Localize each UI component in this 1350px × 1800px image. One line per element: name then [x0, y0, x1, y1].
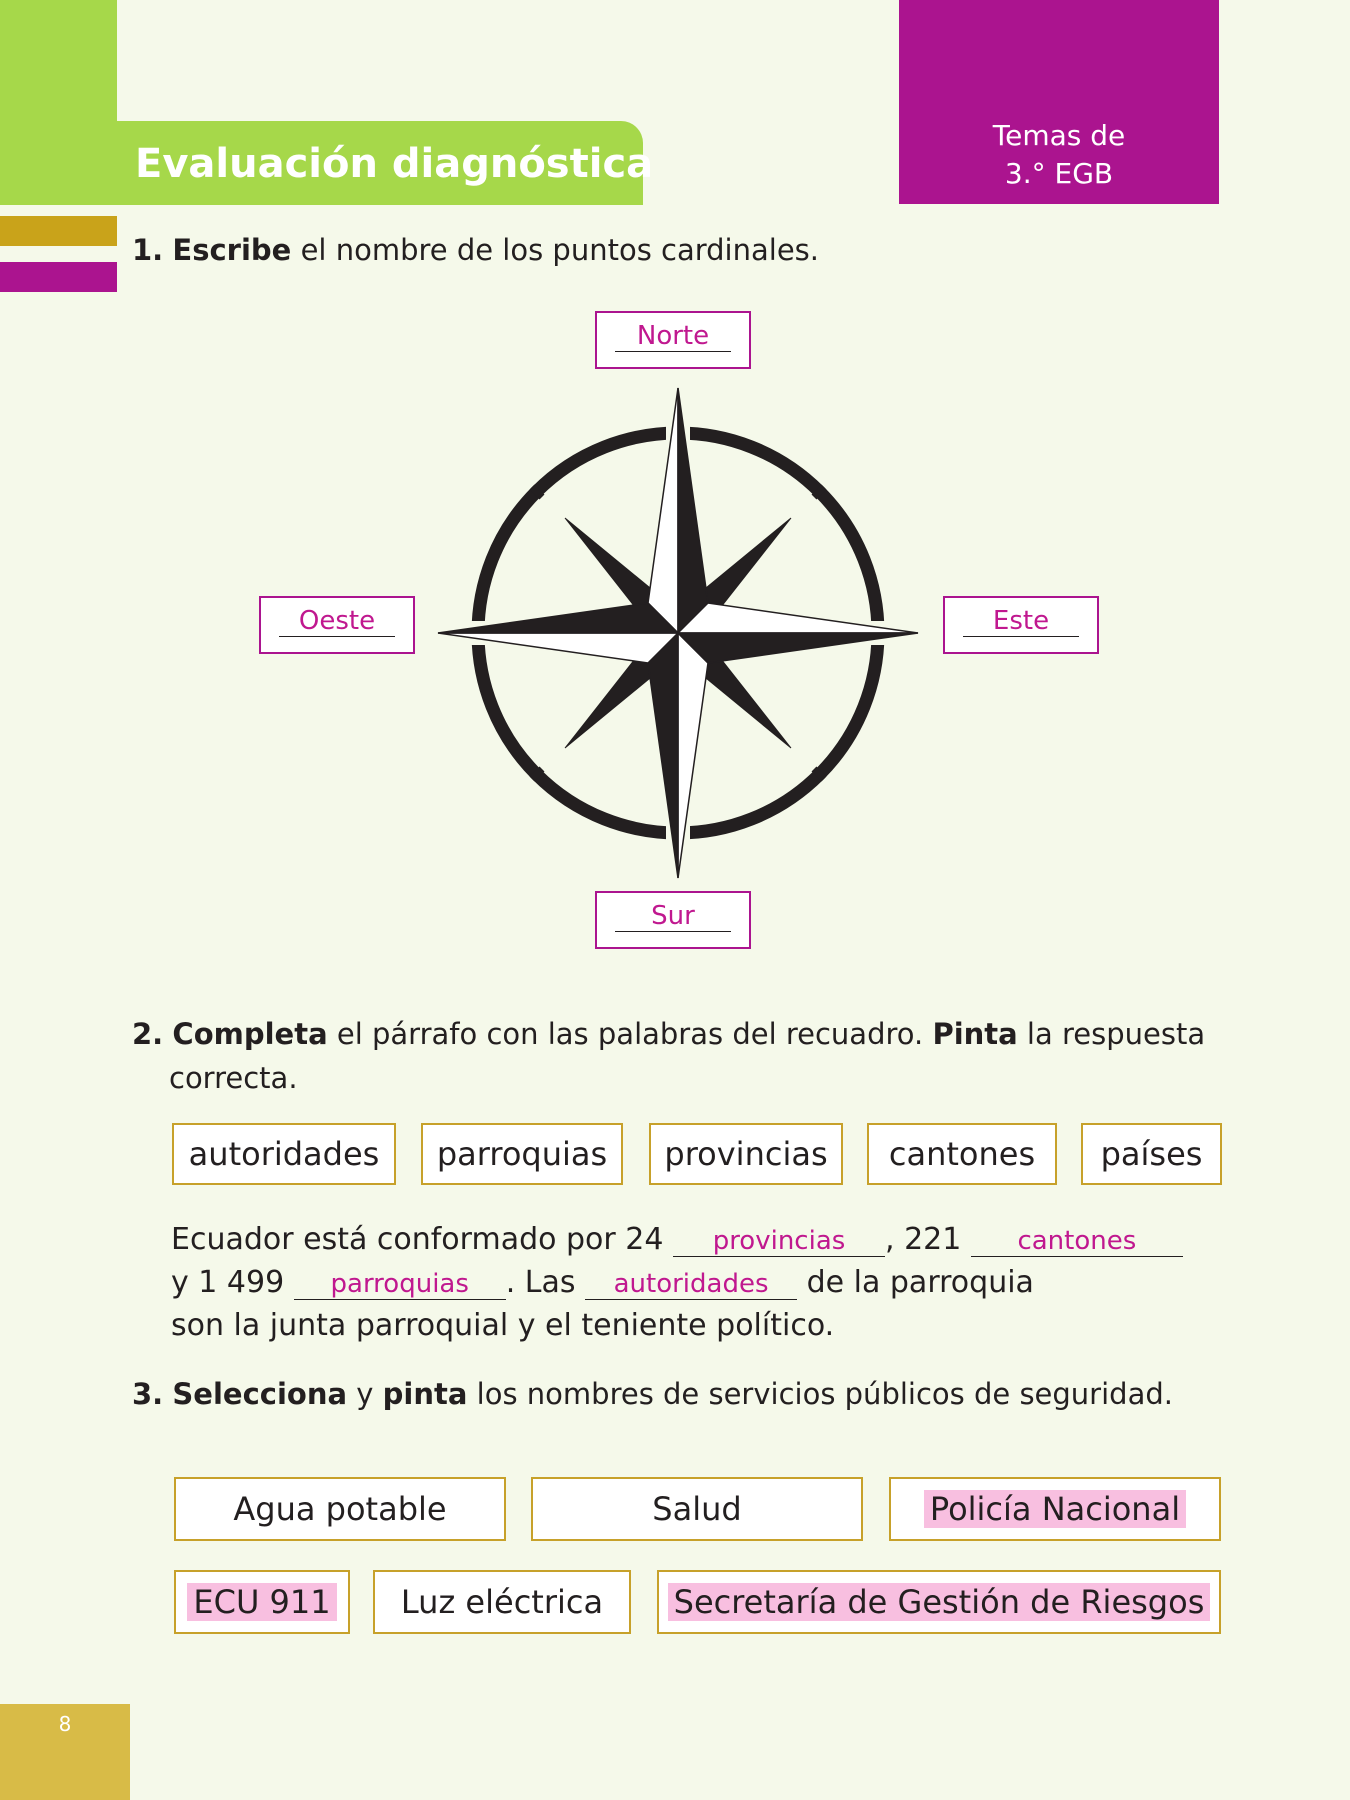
paragraph-line-1 — [171, 1222, 1183, 1258]
paragraph-text: . Las — [505, 1265, 586, 1300]
service-card-agua[interactable] — [174, 1477, 506, 1541]
paragraph-text: de la parroquia — [797, 1265, 1034, 1300]
page-number: 8 — [58, 1712, 72, 1736]
service-card-salud[interactable] — [531, 1477, 863, 1541]
service-label-highlighted: Policía Nacional — [924, 1490, 1186, 1528]
question-1-verb: Escribe — [172, 233, 292, 267]
question-2-line2: correcta. — [169, 1061, 298, 1095]
answer-south: Sur — [615, 901, 731, 932]
answer-box-north[interactable] — [595, 311, 751, 369]
service-label-highlighted: ECU 911 — [187, 1583, 336, 1621]
service-card-luz[interactable] — [373, 1570, 631, 1634]
word-card[interactable]: autoridades — [172, 1123, 396, 1185]
question-1 — [132, 232, 819, 268]
question-1-text: el nombre de los puntos cardinales. — [291, 233, 819, 267]
gold-stripe — [0, 216, 117, 246]
service-card-riesgos[interactable] — [657, 1570, 1221, 1634]
question-3-and: y — [347, 1377, 383, 1411]
question-2-end: la respuesta — [1017, 1017, 1206, 1051]
question-2-verb1: Completa — [172, 1017, 328, 1051]
answer-west: Oeste — [279, 606, 395, 637]
question-3 — [132, 1376, 1173, 1412]
service-card-policia[interactable] — [889, 1477, 1221, 1541]
word-card[interactable]: parroquias — [421, 1123, 623, 1185]
fill-blank-provincias[interactable]: provincias — [673, 1226, 885, 1257]
answer-box-east[interactable] — [943, 596, 1099, 654]
question-3-verb1: Selecciona — [172, 1377, 348, 1411]
service-label-highlighted: Secretaría de Gestión de Riesgos — [668, 1583, 1211, 1621]
fill-blank-cantones[interactable]: cantones — [971, 1226, 1183, 1257]
answer-north: Norte — [615, 321, 731, 352]
question-3-number: 3. — [132, 1377, 164, 1411]
word-card[interactable]: cantones — [867, 1123, 1057, 1185]
fill-blank-parroquias[interactable]: parroquias — [294, 1269, 506, 1300]
question-1-number: 1. — [132, 233, 164, 267]
fill-blank-autoridades[interactable]: autoridades — [585, 1269, 797, 1300]
question-2-number: 2. — [132, 1017, 164, 1051]
paragraph-line-2 — [171, 1265, 1034, 1301]
paragraph-line-3: son la junta parroquial y el teniente político. — [171, 1308, 835, 1343]
temas-line2: 3.° EGB — [1004, 157, 1114, 190]
question-3-text: los nombres de servicios públicos de seguridad. — [467, 1377, 1173, 1411]
paragraph-text: y 1 499 — [171, 1265, 294, 1300]
service-label: Salud — [652, 1490, 742, 1528]
question-2-verb2: Pinta — [932, 1017, 1018, 1051]
paragraph-text: Ecuador está conformado por 24 — [171, 1222, 673, 1257]
answer-east: Este — [963, 606, 1079, 637]
word-card[interactable]: países — [1081, 1123, 1222, 1185]
word-card[interactable]: provincias — [649, 1123, 843, 1185]
question-2 — [132, 1016, 1205, 1052]
compass-rose-icon — [430, 385, 930, 885]
service-label: Luz eléctrica — [400, 1583, 604, 1621]
question-2-text: el párrafo con las palabras del recuadro. — [327, 1017, 933, 1051]
temas-badge — [899, 0, 1219, 204]
page-title: Evaluación diagnóstica — [135, 141, 654, 187]
service-label: Agua potable — [233, 1490, 447, 1528]
question-3-verb2: pinta — [382, 1377, 468, 1411]
answer-box-west[interactable] — [259, 596, 415, 654]
answer-box-south[interactable] — [595, 891, 751, 949]
temas-line1: Temas de — [992, 119, 1126, 152]
paragraph-text: , 221 — [885, 1222, 971, 1257]
magenta-stripe — [0, 262, 117, 292]
service-card-ecu911[interactable] — [174, 1570, 350, 1634]
